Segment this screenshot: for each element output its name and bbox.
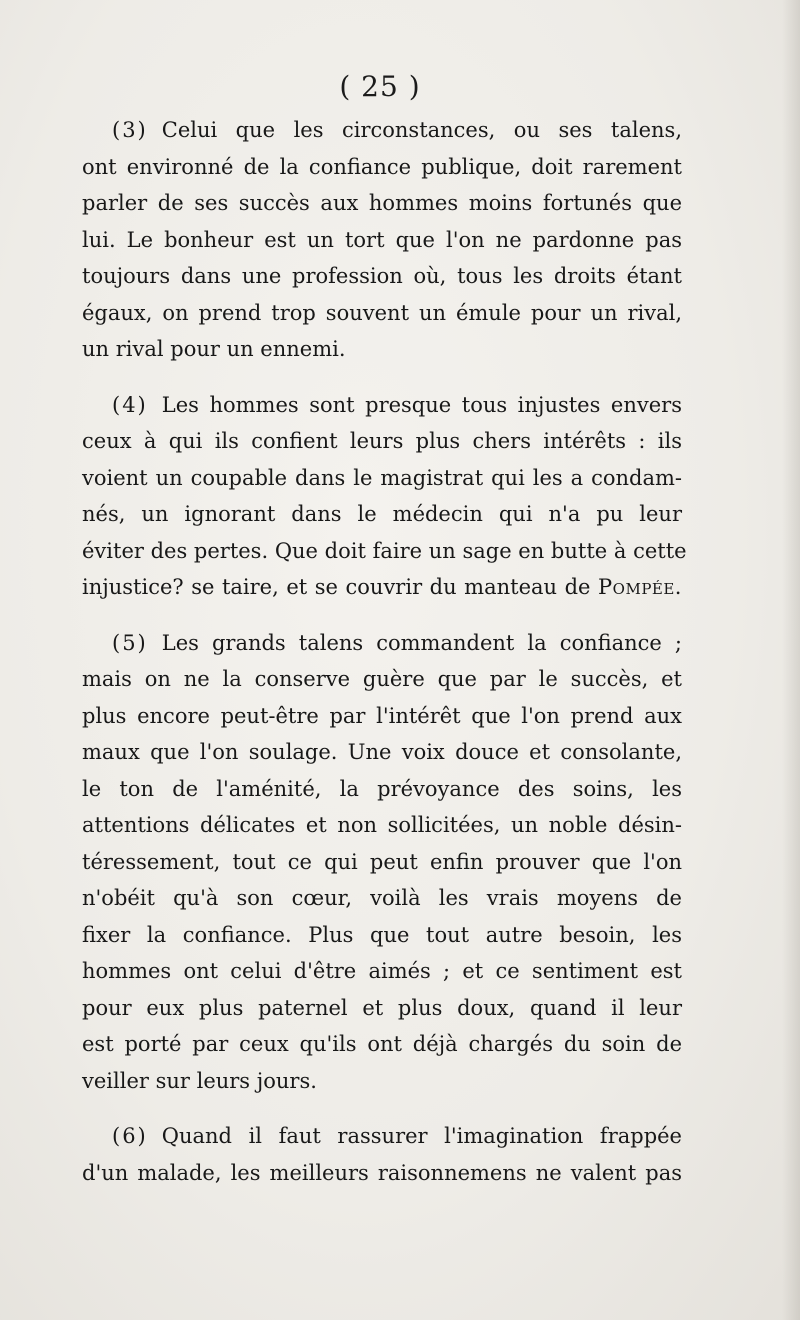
text-line	[82, 387, 682, 424]
text-line: plus encore peut-être par l'intérêt que l'on prend aux	[82, 703, 682, 728]
text-line: égaux, on prend trop souvent un émule pour un rival,	[82, 300, 682, 325]
paragraph-number: (3)	[112, 118, 148, 142]
text-block	[82, 112, 687, 1210]
text-line: voient un coupable dans le magistrat qui les a condam-	[82, 465, 682, 490]
line-text: Les hommes sont presque tous injustes envers	[161, 392, 682, 417]
text-line: éviter des pertes. Que doit faire un sage en butte à cette	[82, 538, 687, 563]
paragraph-number: (6)	[112, 1124, 148, 1148]
text-line: ceux à qui ils confient leurs plus chers intérêts : ils	[82, 429, 682, 453]
line-text: Quand il faut rassurer l'imagination frappée	[161, 1124, 682, 1148]
text-line: hommes ont celui d'être aimés ; et ce sentiment est	[82, 959, 682, 983]
paragraph-6	[82, 1118, 682, 1191]
text-line: ont environné de la confiance publique, doit rarement	[82, 154, 682, 179]
text-line: pour eux plus paternel et plus doux, quand il leur	[82, 995, 682, 1020]
text-line	[82, 112, 682, 149]
text-line: lui. Le bonheur est un tort que l'on ne pardonne pas	[82, 227, 682, 252]
line-text: injustice? se taire, et se couvrir du manteau de	[82, 575, 599, 599]
text-line: téressement, tout ce qui peut enfin prouver que l'on	[82, 849, 682, 874]
text-line	[82, 1118, 682, 1155]
paragraph-5	[82, 625, 682, 1100]
text-line: veiller sur leurs jours.	[82, 1068, 317, 1093]
text-line: est porté par ceux qu'ils ont déjà chargés du soin de	[82, 1032, 682, 1056]
line-text: Celui que les circonstances, ou ses talens,	[161, 118, 682, 142]
line-text: Les grands talens commandent la confiance ;	[161, 630, 682, 655]
text-line: maux que l'on soulage. Une voix douce et consolante,	[82, 740, 682, 764]
text-line: toujours dans une profession où, tous les droits étant	[82, 264, 682, 288]
text-line: d'un malade, les meilleurs raisonnemens ne valent pas	[82, 1160, 682, 1185]
text-line: nés, un ignorant dans le médecin qui n'a pu leur	[82, 502, 682, 526]
text-line: parler de ses succès aux hommes moins fortunés que	[82, 191, 682, 215]
text-line: un rival pour un ennemi.	[82, 337, 346, 361]
text-line	[82, 569, 682, 606]
paragraph-number: (4)	[112, 392, 148, 417]
text-line: fixer la confiance. Plus que tout autre besoin, les	[82, 922, 682, 947]
text-line: le ton de l'aménité, la prévoyance des soins, les	[82, 776, 682, 801]
paragraph-4	[82, 387, 687, 606]
text-line: mais on ne la conserve guère que par le succès, et	[82, 667, 682, 691]
text-line: n'obéit qu'à son cœur, voilà les vrais moyens de	[82, 886, 682, 910]
text-line	[82, 625, 682, 662]
paragraph-number: (5)	[112, 630, 148, 655]
proper-name-pompee: Pompée.	[598, 575, 682, 599]
paragraph-3	[82, 112, 682, 368]
page-number: ( 25 )	[339, 70, 421, 103]
text-line: attentions délicates et non sollicitées, un noble désin-	[82, 813, 682, 837]
